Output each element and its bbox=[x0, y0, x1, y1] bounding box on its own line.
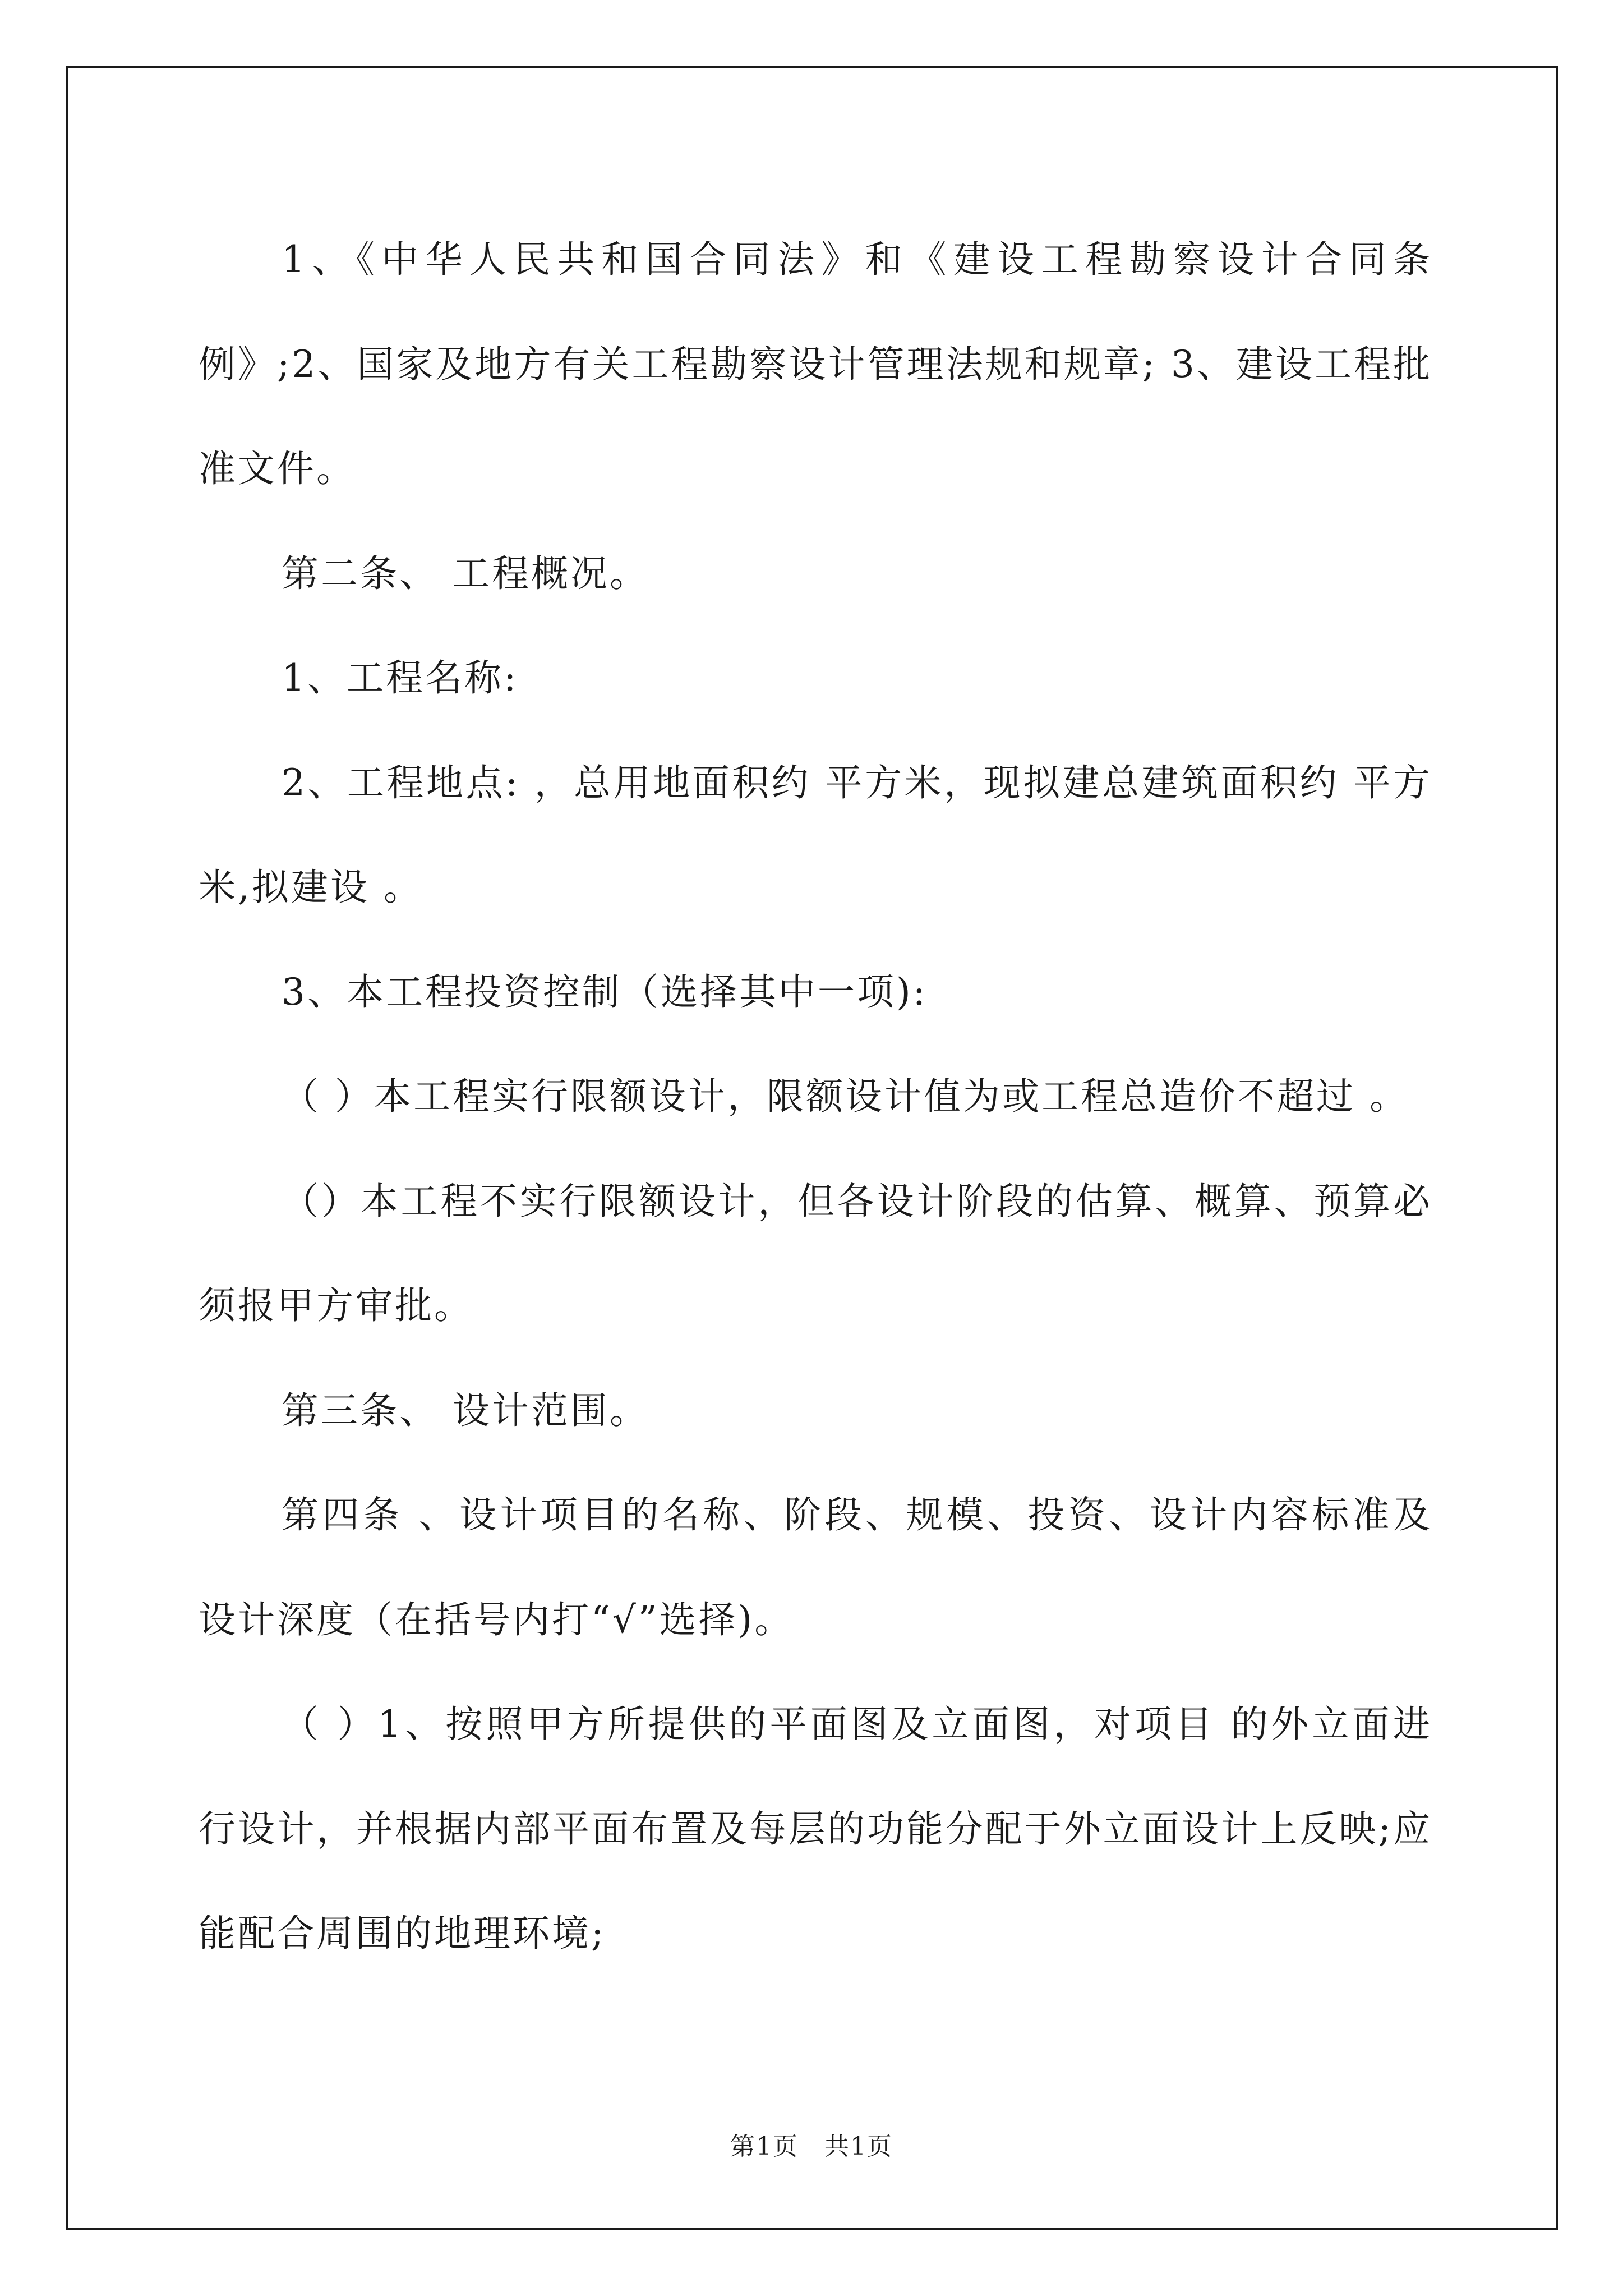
paragraph-project-name: 1、工程名称: bbox=[282, 656, 519, 700]
paragraph-article-2-heading: 第二条、 工程概况。 bbox=[282, 551, 649, 595]
paragraph-facade-design: （ ）1、按照甲方所提供的平面图及立面图，对项目 的外立面进行设计，并根据内部平面布置及每层的功能分配于外立面设计上反映;应能配合周围的地理环境; bbox=[199, 1703, 1432, 1955]
paragraph-article-4-heading: 第四条 、设计项目的名称、阶段、规模、投资、设计内容标准及设计深度（在括号内打“√”选择)。 bbox=[199, 1493, 1432, 1641]
paragraph-article-3-heading: 第三条、 设计范围。 bbox=[282, 1388, 649, 1432]
page-number-footer: 第1页 共1页 bbox=[730, 2132, 893, 2161]
paragraph-option-no-limit-design: （）本工程不实行限额设计，但各设计阶段的估算、概算、预算必须报甲方审批。 bbox=[199, 1179, 1432, 1327]
paragraph-option-limit-design: （ ）本工程实行限额设计，限额设计值为或工程总造价不超过 。 bbox=[282, 1075, 1409, 1118]
document-body bbox=[199, 208, 1432, 1986]
paragraph-project-location: 2、工程地点: ，总用地面积约 平方米，现拟建总建筑面积约 平方米,拟建设 。 bbox=[199, 761, 1432, 909]
paragraph-legal-basis: 1、《中华人民共和国合同法》和《建设工程勘察设计合同条例》;2、国家及地方有关工程勘察设计管理法规和规章; 3、建设工程批准文件。 bbox=[199, 238, 1432, 490]
paragraph-investment-control: 3、本工程投资控制（选择其中一项): bbox=[282, 970, 928, 1014]
